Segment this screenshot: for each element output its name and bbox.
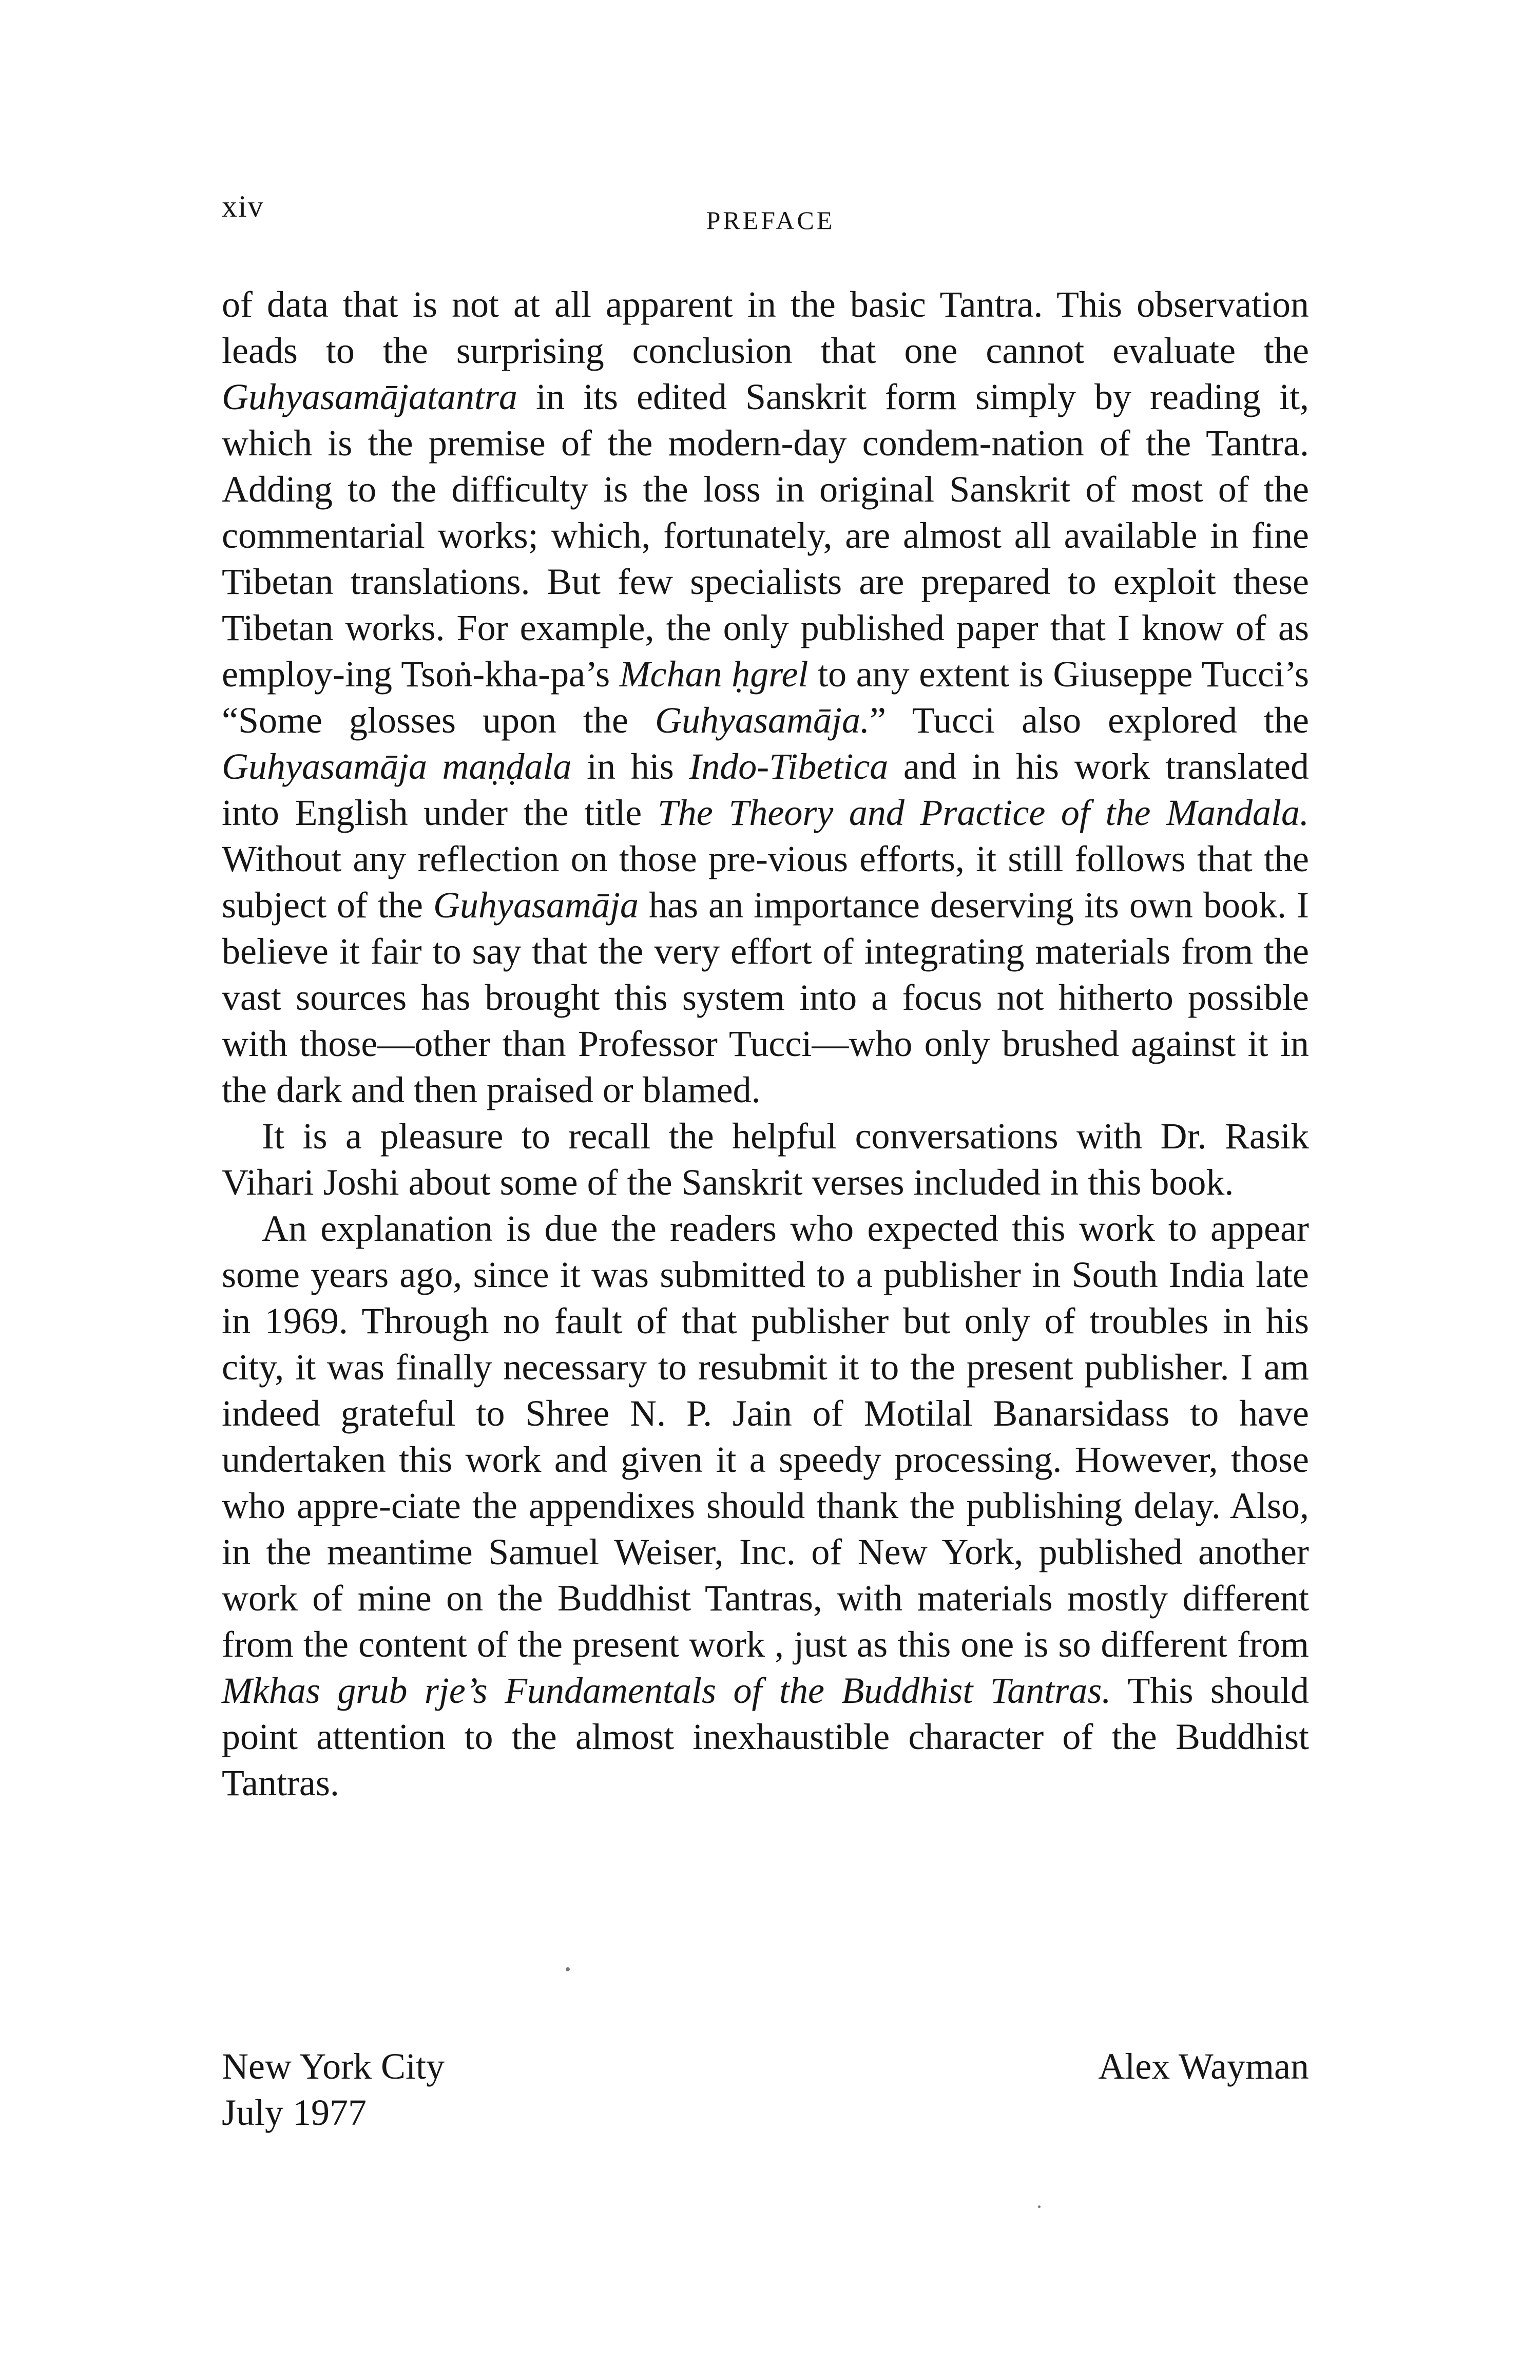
signoff-date: July 1977 [222, 2092, 367, 2133]
paragraph: It is a pleasure to recall the helpful conversations with Dr. Rasik Vihari Joshi about some of the Sanskrit verses included in this book. [222, 1116, 1309, 1203]
italic-title: Guhyasamāja. [655, 700, 870, 741]
italic-title: Guhyasamājatantra [222, 376, 517, 417]
italic-title: Mchan ḥgrel [619, 654, 808, 695]
italic-title: Guhyasamāja [433, 885, 639, 926]
paragraph: of data that is not at all apparent in the basic Tantra. This observation leads to the surprising conclusion that one cannot evaluate the Guhyasamājatantra in its edited Sanskrit form simply by reading it, which is the premise of the modern-day condem-nation of the Tantra. Adding to the difficulty is the loss in original Sanskrit of most of the commentarial works; which, fortunately, are almost all available in fine Tibetan translations. But few specialists are prepared to exploit these Tibetan works. For example, the only published paper that I know of as employ-ing Tsoṅ-kha-pa’s Mchan ḥgrel to any extent is Giuseppe Tucci’s “Some glosses upon the Guhyasamāja.” Tucci also explored the Guhyasamāja maṇḍala in his Indo-Tibetica and in his work translated into English under the title The Theory and Practice of the Mandala. Without any reflection on those pre-vious efforts, it still follows that the subject of the Guhyasamāja has an importance deserving its own book. I believe it fair to say that the very effort of integrating materials from the vast sources has brought this system into a focus not hitherto possible with those—other than Professor Tucci—who only brushed against it in the dark and then praised or blamed. [222, 284, 1309, 1110]
signoff-author: Alex Wayman [1098, 2046, 1309, 2087]
italic-title: Guhyasamāja maṇḍala [222, 746, 572, 787]
paragraph: An explanation is due the readers who expected this work to appear some years ago, since it was submitted to a publisher in South India late in 1969. Through no fault of that publisher but only of troubles in his city, it was finally necessary to resubmit it to the present publisher. I am indeed grateful to Shree N. P. Jain of Motilal Banarsidass to have undertaken this work and given it a speedy processing. However, those who appre-ciate the appendixes should thank the publishing delay. Also, in the meantime Samuel Weiser, Inc. of New York, published another work of mine on the Buddhist Tantras, with materials mostly different from the content of the present work , just as this one is so different from Mkhas grub rje’s Fundamentals of the Buddhist Tantras. This should point attention to the almost inexhaustible character of the Buddhist Tantras. [222, 1208, 1310, 1803]
italic-title: Indo-Tibetica [689, 746, 889, 787]
signoff-place: New York City [222, 2046, 445, 2087]
print-speck [566, 1967, 570, 1971]
running-head: PREFACE [706, 206, 835, 235]
italic-title: Mkhas grub rje’s Fundamentals of the Buddhist Tantras. [222, 1670, 1111, 1711]
page-number: xiv [222, 189, 264, 223]
preface-text [222, 281, 1309, 1806]
print-speck [1038, 2205, 1041, 2208]
italic-title: The Theory and Practice of the Mandala. [657, 792, 1309, 833]
signoff [222, 2043, 1309, 2136]
